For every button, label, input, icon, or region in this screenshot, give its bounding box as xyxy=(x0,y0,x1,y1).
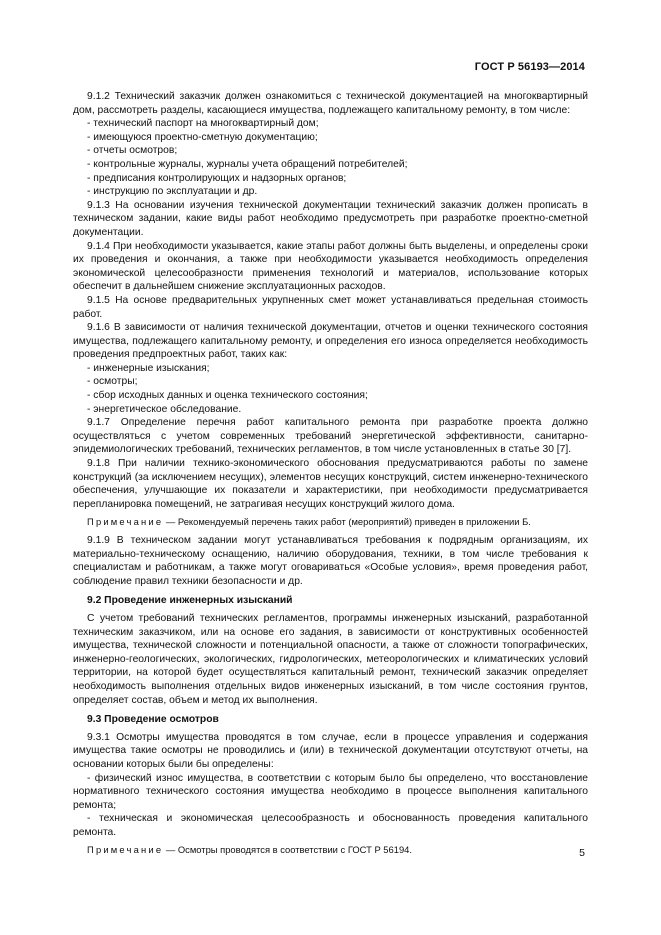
paragraph-9-1-9: 9.1.9 В техническом задании могут устанавливаться требования к подрядным организациям, их материально-техническому оснащению, наличию оборудования, техники, в том числе требования к специалистам и работникам, а также могут оговариваться «Особые условия», время проведения работ, соблюдение правил техники безопасности и др. xyxy=(73,535,588,587)
note-recommended-works xyxy=(73,515,588,529)
paragraph-9-1-4: 9.1.4 При необходимости указывается, какие этапы работ должны быть выделены, и определены сроки их проведения и окончания, а также при необходимости указывается необходимость определения экономической целесообразности применения технологий и материалов, использование которых обеспечит в дальнейшем снижение эксплуатационных расходов. xyxy=(73,240,588,293)
section-heading-9-3: 9.3 Проведение осмотров xyxy=(87,714,219,726)
page-body xyxy=(73,90,588,862)
paragraph-9-3-1: 9.3.1 Осмотры имущества проводятся в том случае, если в процессе управления и содержания имущества такие осмотры не проводились и (или) в технической документации отсутствуют отчеты, на основании которых были бы определены: xyxy=(73,731,588,770)
list-item: - технический паспорт на многоквартирный дом; xyxy=(73,117,588,131)
list-item: - сбор исходных данных и оценка технического состояния; xyxy=(73,389,588,403)
section-heading-9-2: 9.2 Проведение инженерных изысканий xyxy=(87,595,293,607)
list-item: - предписания контролирующих и надзорных органов; xyxy=(73,172,588,186)
paragraph-9-1-6: 9.1.6 В зависимости от наличия технической документации, отчетов и оценки технического состояния имущества, подлежащего капитальному ремонту, и определения его износа определяется необходимость проведения предпроектных работ, таких как: xyxy=(73,322,588,361)
note-inspections xyxy=(73,843,588,857)
list-item: - инженерные изыскания; xyxy=(73,362,588,376)
note-label: Примечание xyxy=(87,844,164,856)
note-label: Примечание xyxy=(87,516,164,528)
note-text: — Осмотры проводятся в соответствии с ГОСТ Р 56194. xyxy=(163,844,412,856)
list-item: - инструкцию по эксплуатации и др. xyxy=(73,185,588,199)
paragraph-9-1-8: 9.1.8 При наличии технико-экономического обоснования предусматриваются работы по замене конструкций (за исключением несущих), элементов несущих конструкций, систем инженерно-технического обеспечения, улучшающие их показатели и характеристики, при необходимости предусматривается перепланировка помещений, не затрагивая несущих конструкций жилого дома. xyxy=(73,458,588,510)
list-item: - контрольные журналы, журналы учета обращений потребителей; xyxy=(73,158,588,172)
paragraph-9-1-7: 9.1.7 Определение перечня работ капитального ремонта при разработке проекта должно осуществляться с учетом современных требований энергетической эффективности, санитарно-эпидемиологических требований, технических регламентов, в том числе установленных в статье 30 [7]. xyxy=(73,417,588,456)
page-number: 5 xyxy=(579,847,585,859)
list-item: - энергетическое обследование. xyxy=(73,403,588,417)
list-item: - имеющуюся проектно-сметную документацию; xyxy=(73,131,588,145)
list-item: - техническая и экономическая целесообразность и обоснованность проведения капитального ремонта. xyxy=(73,812,588,839)
note-text: — Рекомендуемый перечень таких работ (мероприятий) приведен в приложении Б. xyxy=(163,516,531,528)
list-item: - осмотры; xyxy=(73,375,588,389)
paragraph-9-2: С учетом требований технических регламентов, программы инженерных изысканий, разработанной техническим заказчиком, или на основе его задания, в зависимости от конструктивных особенностей имущества, технической сложности и потенциальной опасности, а также от сложности топографических, инженерно-геологических, экологических, гидрологических, метеорологических и климатических условий территории, на которой будет осуществляться капитальный ремонт, технический заказчик определяет необходимость выполнения отдельных видов инженерных изысканий, в том числе состояния грунтов, определяет состав, объем и метод их выполнения. xyxy=(73,612,588,706)
list-item: - физический износ имущества, в соответствии с которым было бы определено, что восстановление нормативного технического состояния имущества необходимо в процессе выполнения капитального ремонта; xyxy=(73,772,588,813)
list-item: - отчеты осмотров; xyxy=(73,144,588,158)
paragraph-9-1-5: 9.1.5 На основе предварительных укрупненных смет может устанавливаться предельная стоимость работ. xyxy=(73,294,588,320)
document-code: ГОСТ Р 56193—2014 xyxy=(474,61,585,73)
paragraph-9-1-3: 9.1.3 На основании изучения технической документации технический заказчик должен прописать в техническом задании, какие виды работ необходимо предусмотреть при разработке проектно-сметной документации. xyxy=(73,199,588,238)
paragraph-9-1-2: 9.1.2 Технический заказчик должен ознакомиться с технической документацией на многоквартирный дом, рассмотреть разделы, касающиеся имущества, подлежащего капитальному ремонту, в том числе: xyxy=(73,91,588,116)
